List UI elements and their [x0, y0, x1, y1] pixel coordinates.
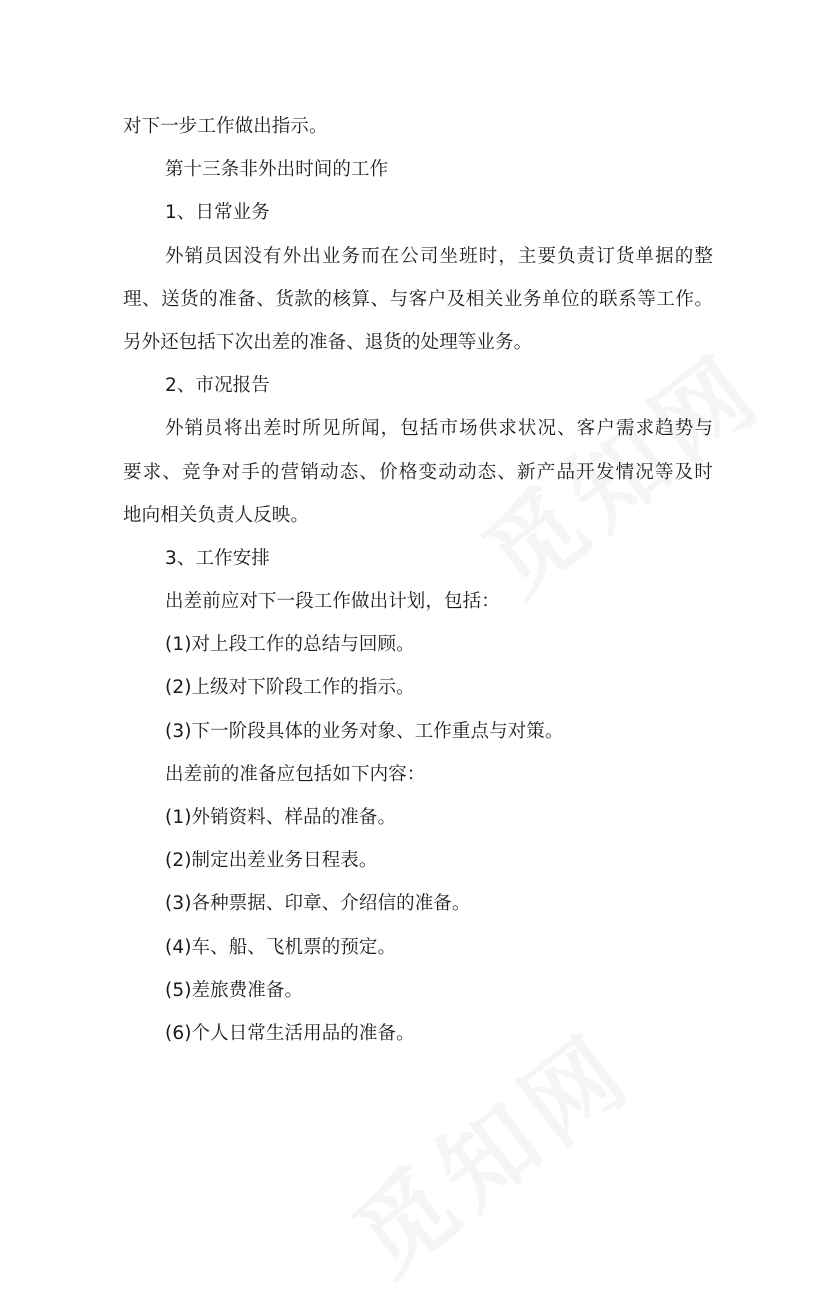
- body-text-line: 出差前的准备应包括如下内容：: [165, 763, 426, 785]
- list-item: (2)上级对下阶段工作的指示。: [165, 677, 415, 699]
- body-text-line: 地向相关负责人反映。: [123, 504, 310, 526]
- body-text-line: 外销员将出差时所见所闻，包括市场供求状况、客户需求趋势与: [165, 418, 713, 440]
- body-text-line: 对下一步工作做出指示。: [123, 116, 328, 137]
- body-text-line: 出差前应对下一段工作做出计划，包括：: [165, 591, 500, 613]
- list-item: (3)各种票据、印章、介绍信的准备。: [165, 893, 471, 915]
- list-item: (1)外销资料、样品的准备。: [165, 807, 397, 828]
- section-heading: 2、市况报告: [165, 375, 270, 397]
- article-heading: 第十三条非外出时间的工作: [165, 159, 389, 181]
- list-item: (4)车、船、飞机票的预定。: [165, 936, 397, 958]
- list-item: (1)对上段工作的总结与回顾。: [165, 634, 415, 656]
- list-item: (6)个人日常生活用品的准备。: [165, 1022, 415, 1044]
- list-item: (2)制定出差业务日程表。: [165, 850, 378, 872]
- body-text-line: 另外还包括下次出差的准备、退货的处理等业务。: [123, 331, 533, 353]
- section-heading: 3、工作安排: [165, 547, 270, 569]
- section-heading: 1、日常业务: [165, 202, 270, 224]
- body-text-line: 理、送货的准备、货款的核算、与客户及相关业务单位的联系等工作。: [123, 288, 713, 310]
- body-text-line: 外销员因没有外出业务而在公司坐班时，主要负责订货单据的整: [165, 245, 713, 267]
- list-item: (5)差旅费准备。: [165, 979, 304, 1001]
- document-body: [123, 105, 713, 1055]
- list-item: (3)下一阶段具体的业务对象、工作重点与对策。: [165, 720, 564, 742]
- body-text-line: 要求、竞争对手的营销动态、价格变动动态、新产品开发情况等及时: [123, 461, 713, 483]
